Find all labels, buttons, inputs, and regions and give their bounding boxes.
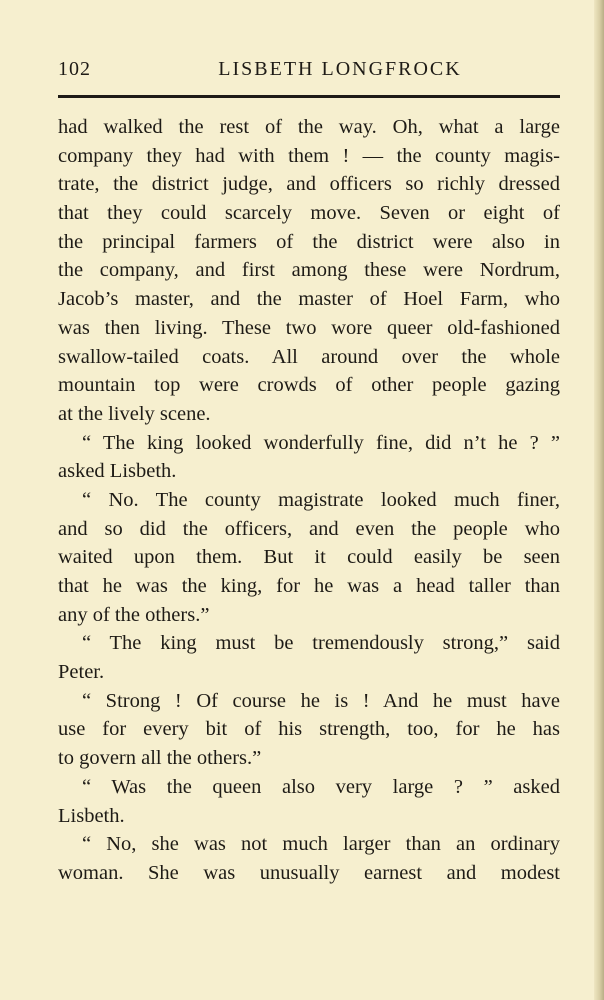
running-title: LISBETH LONGFROCK [218, 58, 462, 80]
text-line: had walked the rest of the way. Oh, what a large [58, 116, 560, 138]
text-line: that he was the king, for he was a head taller than [58, 575, 560, 597]
text-line: was then living. These two wore queer old-fashioned [58, 316, 560, 339]
text-line: to govern all the others.” [58, 747, 262, 770]
text-line: swallow-tailed coats. All around over the whole [58, 345, 560, 368]
text-line: “ The king must be tremendously strong,” said [82, 632, 560, 655]
text-line: Lisbeth. [58, 804, 125, 827]
text-line: the company, and first among these were Nordrum, [58, 259, 560, 282]
text-line: asked Lisbeth. [58, 460, 177, 483]
text-line: and so did the officers, and even the people who [58, 517, 560, 540]
text-line: “ Was the queen also very large ? ” asked [82, 775, 560, 798]
text-line: mountain top were crowds of other people gazing [58, 374, 560, 397]
text-line: the principal farmers of the district were also in [58, 230, 560, 253]
text-line: Jacob’s master, and the master of Hoel Farm, who [58, 288, 560, 311]
text-line: trate, the district judge, and officers so richly dressed [58, 173, 560, 196]
running-head [58, 58, 558, 86]
text-line: that they could scarcely move. Seven or eight of [58, 202, 560, 225]
text-line: at the lively scene. [58, 402, 211, 425]
text-line: company they had with them ! — the county magis- [58, 144, 560, 167]
text-line: “ Strong ! Of course he is ! And he must have [82, 689, 560, 712]
page-edge [594, 0, 604, 1000]
text-line: “ The king looked wonderfully fine, did n’t he ? ” [82, 431, 560, 454]
body-text [58, 113, 560, 888]
text-line: “ No, she was not much larger than an ordinary [82, 833, 560, 856]
text-line: Peter. [58, 661, 105, 684]
text-line: “ No. The county magistrate looked much finer, [82, 488, 560, 511]
text-line: use for every bit of his strength, too, for he has [58, 718, 560, 741]
text-line: any of the others.” [58, 603, 210, 626]
text-line: waited upon them. But it could easily be seen [58, 546, 560, 569]
text-line: woman. She was unusually earnest and modest [58, 861, 560, 884]
header-rule [58, 95, 560, 98]
page-number: 102 [58, 58, 91, 80]
